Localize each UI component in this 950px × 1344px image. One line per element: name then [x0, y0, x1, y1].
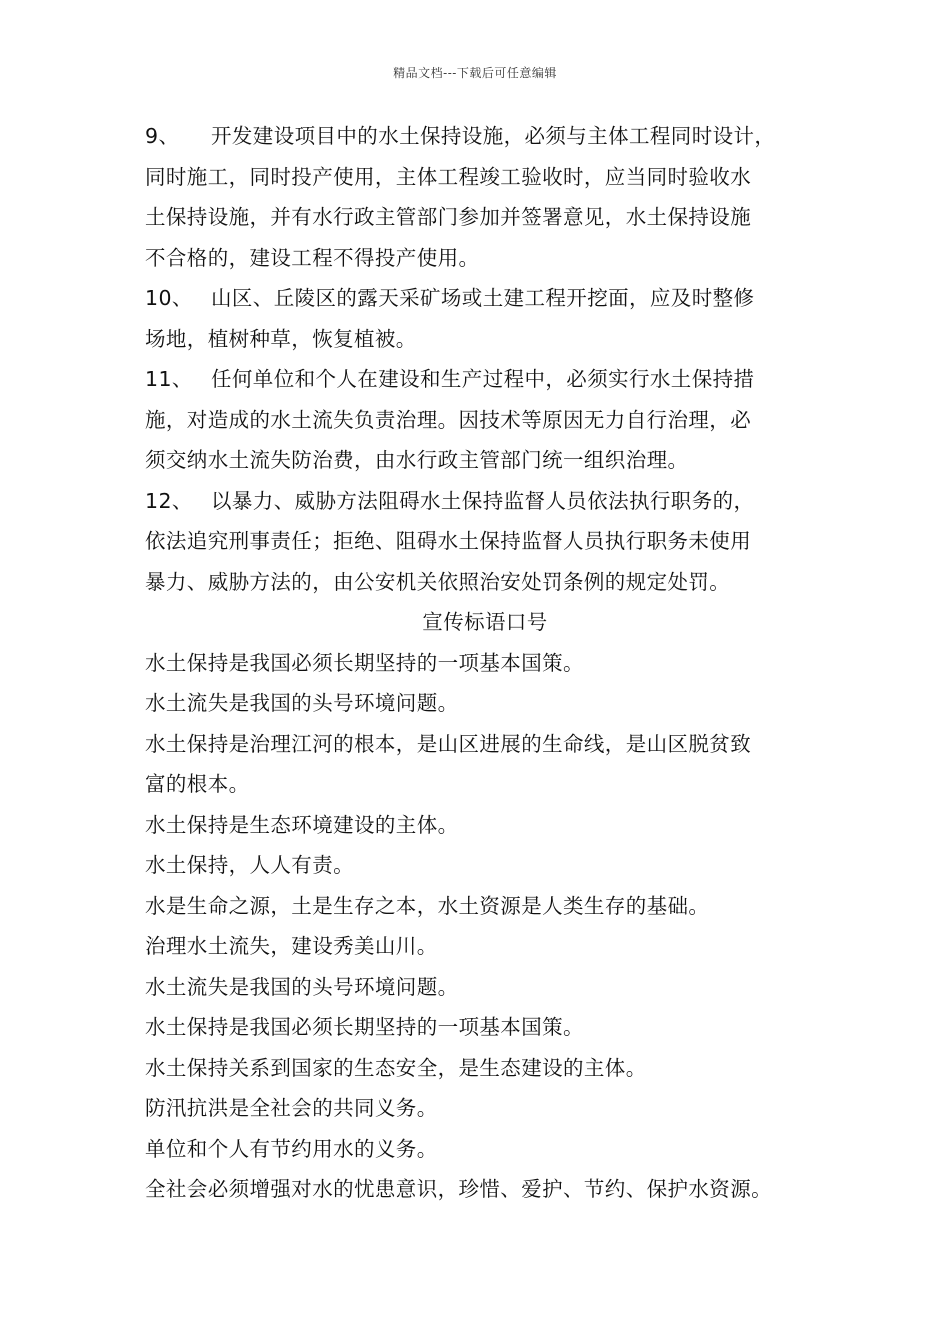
- item-9-line: 土保持设施，并有水行政主管部门参加并签署意见，水土保持设施: [145, 205, 752, 229]
- item-10-line: 场地，植树种草，恢复植被。: [145, 326, 417, 351]
- item-12-line: 暴力、威胁方法的，由公安机关依照治安处罚条例的规定处罚。: [145, 569, 731, 594]
- slogan-line: 水土保持是治理江河的根本，是山区进展的生命线，是山区脱贫致: [145, 731, 752, 756]
- item-10-first-line: [145, 278, 825, 319]
- slogan-line: 水土流失是我国的头号环境问题。: [145, 691, 459, 715]
- item-11-line: 须交纳水土流失防治费，由水行政主管部门统一组织治理。: [145, 448, 689, 472]
- item-text: 开发建设项目中的水土保持设施，必须与主体工程同时设计，: [211, 124, 776, 148]
- slogan-line: 水土流失是我国的头号环境问题。: [145, 974, 459, 999]
- item-text: 以暴力、威胁方法阻碍水土保持监督人员依法执行职务的，: [211, 488, 755, 513]
- item-9-line: 同时施工，同时投产使用，主体工程竣工验收时，应当同时验收水: [145, 164, 752, 189]
- slogan-line: 水土保持是我国必须长期坚持的一项基本国策。: [145, 650, 584, 675]
- slogan-line: 全社会必须增强对水的忧患意识，珍惜、爱护、节约、保护水资源。: [145, 1177, 772, 1201]
- item-number: 11、: [145, 367, 193, 391]
- slogan-line: 水是生命之源，土是生存之本，水土资源是人类生存的基础。: [145, 893, 710, 918]
- slogan-line: 水土保持关系到国家的生态安全，是生态建设的主体。: [145, 1055, 647, 1080]
- item-9-first-line: [145, 116, 825, 157]
- slogan-line: 治理水土流失，建设秀美山川。: [145, 934, 438, 958]
- item-text: 任何单位和个人在建设和生产过程中，必须实行水土保持措: [211, 367, 755, 391]
- page-header: 精品文档---下载后可任意编辑: [393, 66, 557, 80]
- item-number: 9、: [145, 124, 180, 148]
- item-11-first-line: [145, 359, 825, 400]
- slogan-line: 水土保持是我国必须长期坚持的一项基本国策。: [145, 1015, 584, 1039]
- item-11-line: 施，对造成的水土流失负责治理。因技术等原因无力自行治理，必: [145, 407, 752, 432]
- item-9-line: 不合格的，建设工程不得投产使用。: [145, 245, 480, 270]
- item-number: 10、: [145, 286, 193, 310]
- slogan-line: 富的根本。: [145, 772, 250, 796]
- slogan-line: 水土保持是生态环境建设的主体。: [145, 812, 459, 837]
- item-12-line: 依法追究刑事责任；拒绝、阻碍水土保持监督人员执行职务未使用: [145, 529, 752, 553]
- slogans-heading: 宣传标语口号: [422, 610, 548, 634]
- slogan-line: 水土保持，人人有责。: [145, 853, 354, 877]
- item-12-first-line: [145, 481, 825, 522]
- item-number: 12、: [145, 488, 193, 513]
- document-body: [145, 116, 825, 1210]
- slogan-line: 单位和个人有节约用水的义务。: [145, 1136, 438, 1161]
- slogan-line: 防汛抗洪是全社会的共同义务。: [145, 1096, 438, 1120]
- item-text: 山区、丘陵区的露天采矿场或土建工程开挖面，应及时整修: [211, 286, 755, 310]
